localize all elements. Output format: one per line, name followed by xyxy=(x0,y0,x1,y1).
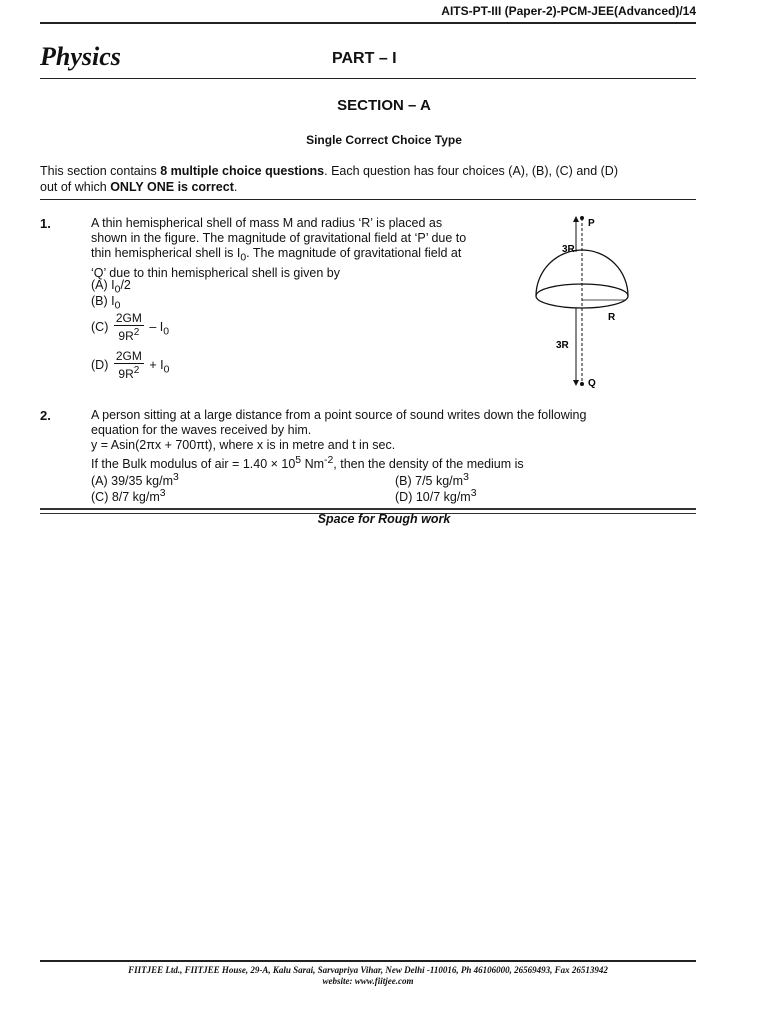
intro-rule xyxy=(40,199,696,200)
label-3r-top: 3R xyxy=(562,244,575,255)
label-r: R xyxy=(608,312,616,323)
point-p xyxy=(580,216,584,220)
subject-rule xyxy=(40,78,696,79)
fraction: $\frac{2GM}{9R^2}$ xyxy=(115,311,142,343)
footer-address: FIITJEE Ltd., FIITJEE House, 29-A, Kalu Sarai, Sarvapriya Vihar, New Delhi -110016, Ph 46106000, 26569493, Fax 26513942 xyxy=(128,965,608,975)
section-intro: This section contains 8 multiple choice questions. Each question has four choices (A), (B), (C) and (D) out of which ONLY ONE is correct. xyxy=(40,164,619,194)
section-subtitle: Single Correct Choice Type xyxy=(306,133,462,147)
question-1-option-b: (B) $I_0$ xyxy=(91,294,121,312)
question-1-option-d: (D) $\frac{2GM}{9R^2}$ + $I_0$ xyxy=(91,349,170,381)
fraction: $\frac{2GM}{9R^2}$ xyxy=(115,349,142,381)
question-2-text: A person sitting at a large distance from a point source of sound writes down the following equation for the waves received by him. y = Asin(2πx + 700πt), where x is in metre and t in sec. If the Bulk modulus of air = $1.40 \times 10^5$ $Nm^{-2}$, then the density of the medium is xyxy=(91,408,587,472)
rough-work-label: Space for Rough work xyxy=(317,512,451,526)
question-2-option-c: (C) 8/7 $kg/m^3$ xyxy=(91,488,166,505)
section-title: SECTION – A xyxy=(337,97,431,114)
question-2-option-a: (A) 39/35 $kg/m^3$ xyxy=(91,472,179,489)
header-rule xyxy=(40,22,696,24)
footer-rule xyxy=(40,960,696,962)
question-2-number: 2. xyxy=(40,408,51,423)
subject-title: Physics xyxy=(40,42,121,71)
question-1-number: 1. xyxy=(40,216,51,231)
hemisphere-figure xyxy=(526,210,656,395)
point-q xyxy=(580,382,584,386)
part-title: PART – I xyxy=(332,50,397,67)
question-1-option-a: (A) $I_0/2$ xyxy=(91,278,131,296)
footer-website: website: www.fiitjee.com xyxy=(322,976,414,986)
arrow-down-icon xyxy=(573,380,579,386)
paper-code: AITS-PT-III (Paper-2)-PCM-JEE(Advanced)/14 xyxy=(441,4,696,18)
label-3r-bottom: 3R xyxy=(556,340,569,351)
arrow-up-icon xyxy=(573,216,579,222)
question-2-option-b: (B) 7/5 $kg/m^3$ xyxy=(395,472,469,489)
question-1-text: A thin hemispherical shell of mass M and radius ‘R’ is placed as shown in the figure. The magnitude of gravitational field at ‘P’ due to thin hemispherical shell is $I_0$. The magnitude of gravitational field at ‘Q’ due to thin hemispherical shell is given by xyxy=(91,216,467,280)
label-p: P xyxy=(588,218,595,229)
question-2-option-d: (D) 10/7 $kg/m^3$ xyxy=(395,488,477,505)
label-q: Q xyxy=(588,378,596,389)
question-1-option-c: (C) $\frac{2GM}{9R^2}$ – $I_0$ xyxy=(91,311,170,343)
